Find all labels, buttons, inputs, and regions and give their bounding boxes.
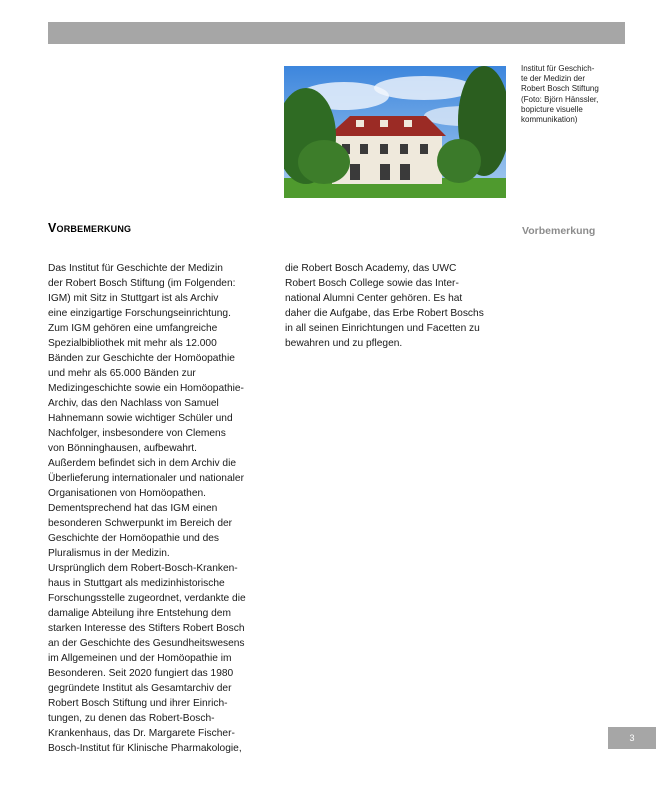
institute-photo	[284, 66, 506, 198]
header-bar	[48, 22, 625, 44]
photo-caption: Institut für Geschich- te der Medizin der Robert Bosch Stiftung (Foto: Björn Hänssler, bopicture visuelle kommunikation)	[521, 64, 599, 125]
page-number: 3	[629, 733, 635, 743]
running-head-label: Vorbemerkung	[522, 225, 596, 237]
page-number-tab	[608, 727, 656, 749]
body-text-column-right: die Robert Bosch Academy, das UWC Robert Bosch College sowie das Inter- national Alumni Center gehören. Es hat daher die Aufgabe, das Erbe Robert Boschs in all seinen Einrichtungen und Facetten zu bewahren und zu pflegen.	[285, 263, 484, 349]
body-text-column-left: Das Institut für Geschichte der Medizin der Robert Bosch Stiftung (im Folgenden: IGM) mit Sitz in Stuttgart ist als Archiv eine einzigartige Forschungseinrichtung. Zum IGM gehören eine umfangreiche Spezialbibliothek mit mehr als 12.000 Bänden zur Geschichte der Homöopathie und mehr als 65.000 Bänden zur Medizingeschichte sowie ein Homöopathie- Archiv, das den Nachlass von Samuel Hahnemann sowie wichtiger Schüler und Nachfolger, insbesondere von Clemens von Bönninghausen, aufbewahrt. Außerdem befindet sich in dem Archiv die Überlieferung internationaler und nationaler Organisationen von Homöopathen. Dementsprechend hat das IGM einen besonderen Schwerpunkt im Bereich der Geschichte der Homöopathie und des Pluralismus in der Medizin. Ursprünglich dem Robert-Bosch-Kranken- haus in Stuttgart als medizinhistorische Forschungsstelle zugeordnet, verdankte die damalige Abteilung ihre Entstehung dem starken Interesse des Stifters Robert Bosch an der Geschichte des Gesundheitswesens im Allgemeinen und der Homöopathie im Besonderen. Seit 2020 fungiert das 1980 gegründete Institut als Gesamtarchiv der Robert Bosch Stiftung und ihrer Einrich- tungen, zu denen das Robert-Bosch- Krankenhaus, das Dr. Margarete Fischer- Bosch-Institut für Klinische Pharmakologie,	[48, 263, 246, 754]
section-title: Vorbemerkung	[48, 221, 132, 235]
